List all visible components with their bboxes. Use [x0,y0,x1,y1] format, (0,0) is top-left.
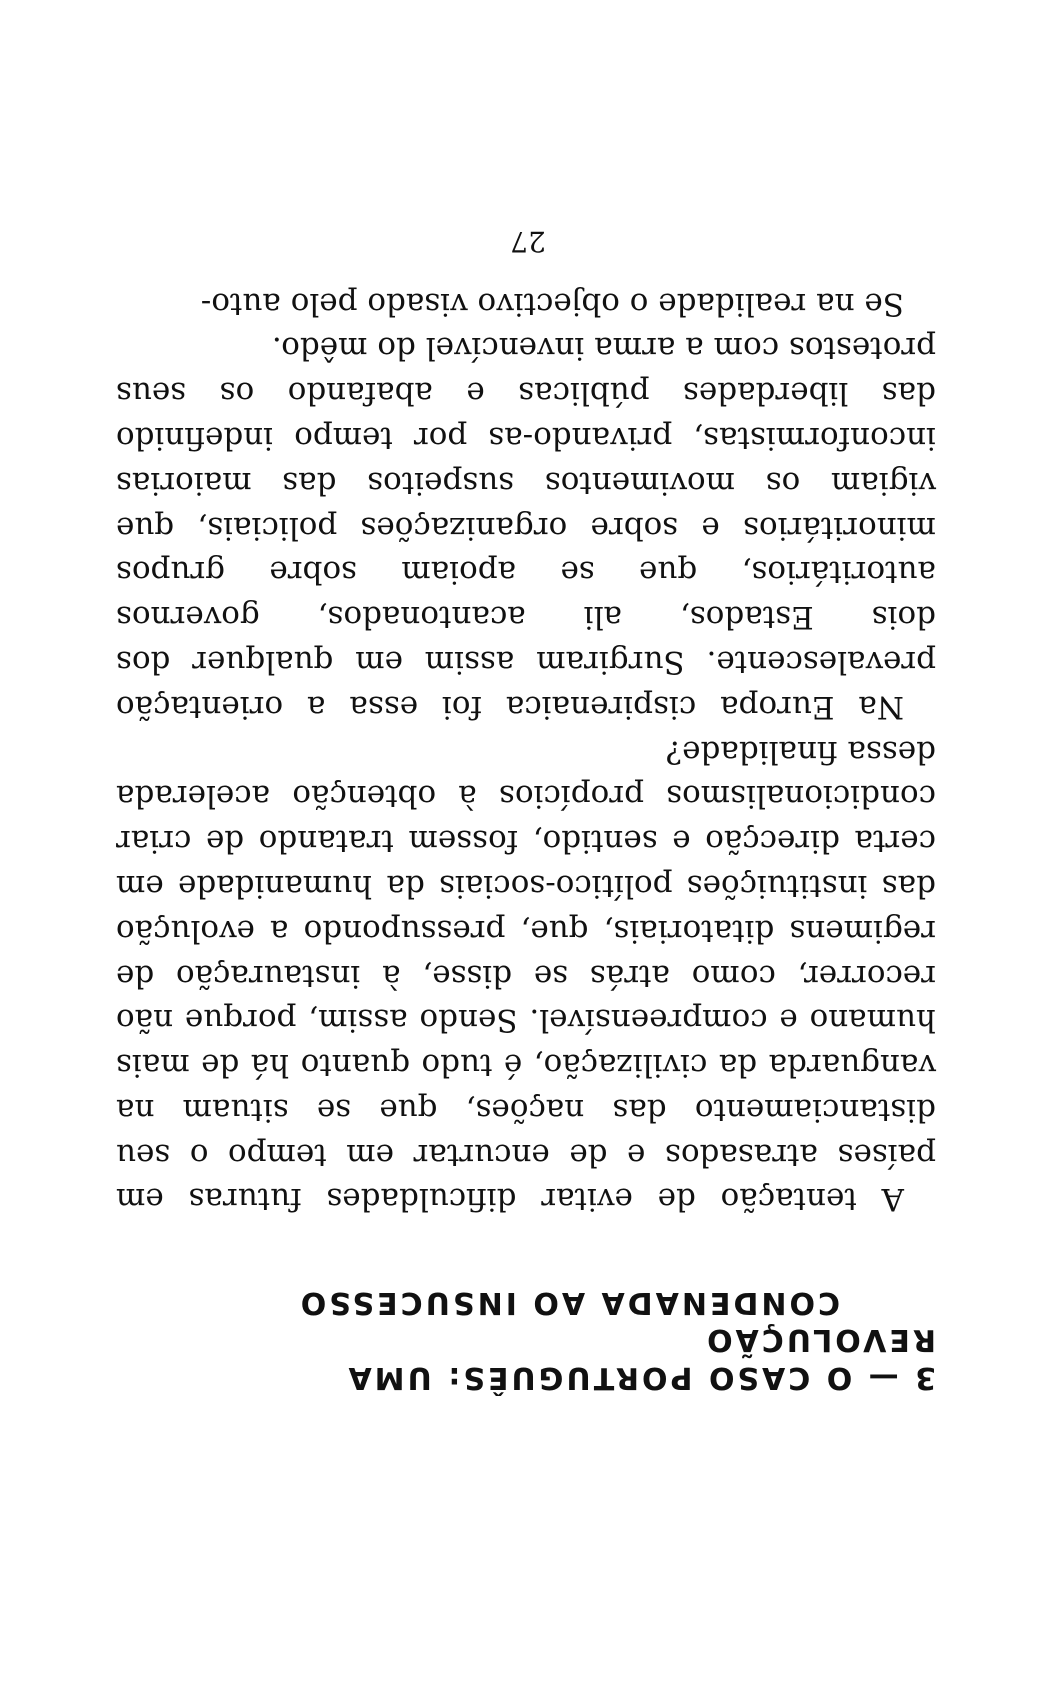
chapter-heading [116,1284,936,1397]
chapter-heading-line-2: CONDENADA AO INSUCESSO [297,1285,840,1320]
paragraph-1: A tentação de evitar dificuldades futuras em países atrasados e de encurtar em tempo o seu distanciamento das nações, que se situam na vanguarda da civilização, é tudo quanto há de mais humano e compreensível. Sendo assim, porque não recorrer, como atrás se disse, à instauração de regimens ditatoriais, que, pressupondo a evolução das instituições político-sociais da humanidade em certa direcção e sentido, fossem tratando de criar condicionalismos propícios à obtenção acelerada dessa finalidade? [116,733,936,1218]
paragraph-3: Se na realidade o objectivo visado pelo auto- [200,285,904,322]
page-number: 27 [510,225,546,258]
paragraph-2: Na Europa cispirenaica foi essa a orientação prevalescente. Surgiram assim em qualquer dos dois Estados, ali acantonados, governos autoritários, que se apoiam sobre grupos minoritários e sobre organizações policiais, que vigiam os movimentos suspeitos das maiorias inconformistas, privando-as por tempo indefinido das liberdades públicas e abafando os seus protestos com a arma invencível do mêdo. [116,330,936,725]
page-content [116,281,936,1396]
body-text [116,281,936,1222]
chapter-heading-line-1: 3 — O CASO PORTUGUÊS: UMA REVOLUÇÃO [345,1322,936,1395]
